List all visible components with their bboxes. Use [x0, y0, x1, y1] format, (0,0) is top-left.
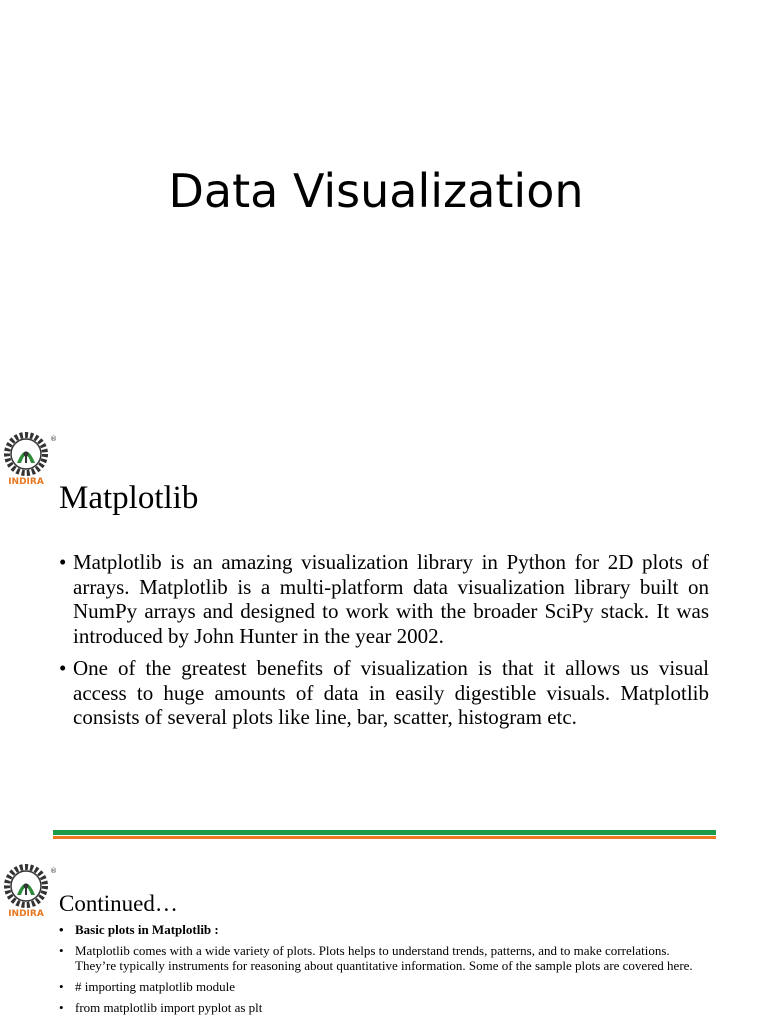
slide-title: Data Visualization: [168, 164, 584, 218]
list-item: • # importing matplotlib module: [59, 979, 709, 994]
slide-heading: Matplotlib: [59, 480, 199, 516]
svg-text:®: ®: [50, 867, 57, 875]
list-item: • Basic plots in Matplotlib :: [59, 922, 709, 937]
indira-logo-icon: [0, 864, 57, 919]
bullet-list: [59, 922, 709, 1021]
svg-text:INDIRA: INDIRA: [8, 909, 44, 919]
footer-divider: [53, 830, 716, 839]
svg-text:INDIRA: INDIRA: [8, 477, 44, 487]
svg-text:®: ®: [50, 435, 57, 443]
list-item: • Matplotlib comes with a wide variety of plots. Plots helps to understand trends, patterns, and to make correlations. They’re typically instruments for reasoning about quantitative information. Some of the sample plots are covered here.: [59, 943, 709, 973]
list-item: • Matplotlib is an amazing visualization library in Python for 2D plots of arrays. Matplotlib is a multi-platform data visualization library built on NumPy arrays and designed to work with the broader SciPy stack. It was introduced by John Hunter in the year 2002.: [59, 550, 709, 648]
matplotlib-slide: [0, 428, 768, 846]
continued-slide: [0, 862, 768, 1024]
list-item: • from matplotlib import pyplot as plt: [59, 1000, 709, 1015]
bullet-list: [59, 550, 709, 738]
indira-logo-icon: [0, 432, 57, 487]
title-slide: [0, 0, 768, 420]
list-item: • One of the greatest benefits of visualization is that it allows us visual access to huge amounts of data in easily digestible visuals. Matplotlib consists of several plots like line, bar, scatter, histogram etc.: [59, 656, 709, 730]
slide-heading: Continued…: [59, 891, 178, 916]
